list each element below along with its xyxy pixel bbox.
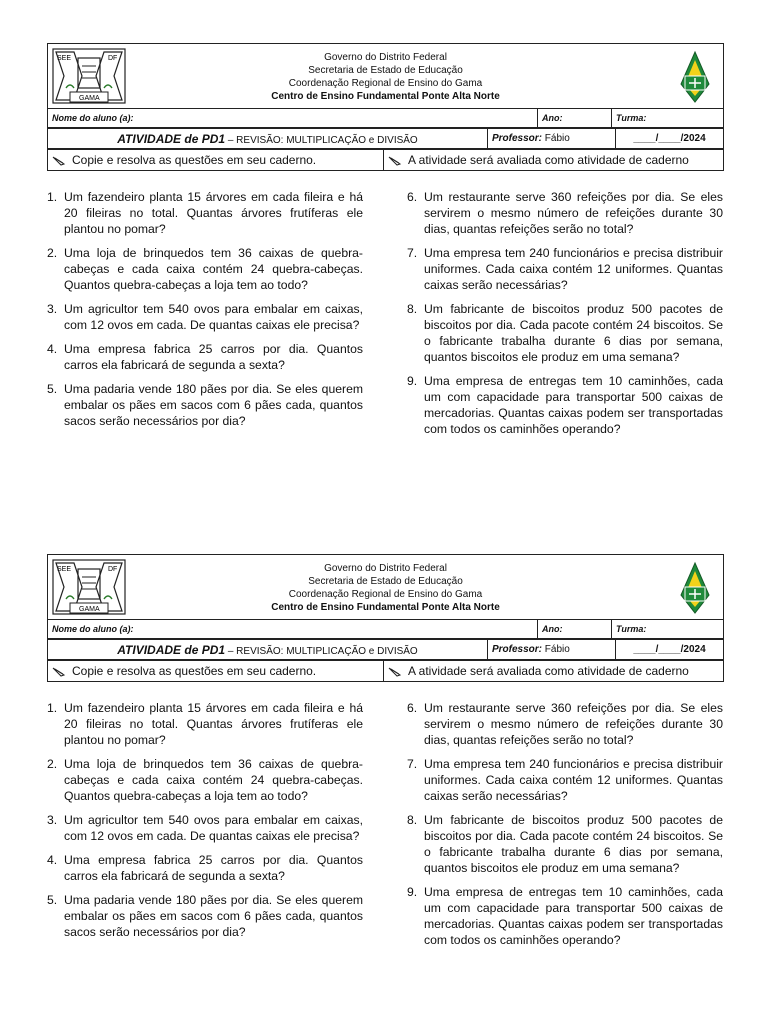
student-name-label: Nome do aluno (a):: [52, 623, 134, 634]
activity-subtitle: – REVISÃO: MULTIPLICAÇÃO e DIVISÃO: [225, 645, 418, 657]
instruction-left: Copie e resolva as questões em seu caderno.: [72, 153, 317, 167]
question-4: 4. Uma empresa fabrica 25 carros por dia. Quantos carros ela fabricará de segunda a sexta?: [47, 853, 363, 883]
instruction-left: Copie e resolva as questões em seu caderno.: [72, 664, 317, 678]
question-7: 7. Uma empresa tem 240 funcionários e precisa distribuir uniformes. Cada caixa contém 12 uniformes. Quantas caixas serão necessárias?: [407, 246, 723, 292]
sheet-header: [47, 554, 723, 684]
questions-column-right: [407, 700, 723, 956]
student-name-cell[interactable]: [48, 620, 538, 639]
instruction-left-cell: [48, 150, 384, 171]
activity-title-cell: [48, 640, 488, 660]
class-cell[interactable]: [612, 109, 724, 128]
logo-text-see: SEE: [57, 566, 72, 573]
instruction-right: A atividade será avaliada como atividade de caderno: [408, 153, 689, 167]
question-2: 2. Uma loja de brinquedos tem 36 caixas de quebra-cabeças e cada caixa contém 24 quebra-cabeças. Quantos quebra-cabeças a loja tem ao todo?: [47, 246, 363, 292]
institution-block: [48, 51, 723, 103]
professor-cell: [488, 129, 616, 149]
question-6: 6. Um restaurante serve 360 refeições por dia. Se eles servirem o mesmo número de refeições durante 30 dias, quantas refeições serão no total?: [407, 701, 723, 747]
professor-name: Fábio: [542, 644, 570, 655]
pencil-icon: [388, 667, 402, 677]
professor-label: Professor:: [492, 644, 543, 655]
question-5: 5. Uma padaria vende 180 pães por dia. Se eles querem embalar os pães em sacos com 6 pães cada, quantos sacos serão necessários por dia?: [47, 382, 363, 428]
question-5: 5. Uma padaria vende 180 pães por dia. Se eles querem embalar os pães em sacos com 6 pães cada, quantos sacos serão necessários por dia?: [47, 893, 363, 939]
question-6: 6. Um restaurante serve 360 refeições por dia. Se eles servirem o mesmo número de refeições durante 30 dias, quantas refeições serão no total?: [407, 190, 723, 236]
question-7: 7. Uma empresa tem 240 funcionários e precisa distribuir uniformes. Cada caixa contém 12 uniformes. Quantas caixas serão necessárias?: [407, 757, 723, 803]
question-8: 8. Um fabricante de biscoitos produz 500 pacotes de biscoitos por dia. Cada pacote contém 24 biscoitos. Se o fabricante trabalha durante 6 dias por semana, quantos biscoitos ele produz em uma semana?: [407, 813, 723, 875]
date-field: ____/____/2024: [633, 133, 706, 144]
question-9: 9. Uma empresa de entregas tem 10 caminhões, cada um com capacidade para transportar 500 caixas de mercadorias. Quantas caixas podem ser transportadas com todos os caminhões operando?: [407, 374, 723, 436]
year-label: Ano:: [542, 112, 563, 123]
institution-line-1: Governo do Distrito Federal: [324, 563, 447, 574]
instruction-right-cell: [384, 661, 724, 682]
question-1: 1. Um fazendeiro planta 15 árvores em cada fileira e há 20 fileiras no total. Quantas árvores frutíferas ele plantou no pomar?: [47, 190, 363, 236]
institution-block: [48, 562, 723, 614]
question-1: 1. Um fazendeiro planta 15 árvores em cada fileira e há 20 fileiras no total. Quantas árvores frutíferas ele plantou no pomar?: [47, 701, 363, 747]
date-field: ____/____/2024: [633, 644, 706, 655]
logo-text-gama: GAMA: [79, 95, 100, 102]
header-top: [48, 44, 724, 109]
questions-column-left: [47, 700, 363, 948]
class-cell[interactable]: [612, 620, 724, 639]
institution-line-2: Secretaria de Estado de Educação: [308, 576, 463, 587]
institution-line-3: Coordenação Regional de Ensino do Gama: [288, 78, 483, 89]
class-label: Turma:: [616, 112, 647, 123]
class-label: Turma:: [616, 623, 647, 634]
year-cell[interactable]: [538, 109, 612, 128]
header-top: [48, 555, 724, 620]
question-2: 2. Uma loja de brinquedos tem 36 caixas de quebra-cabeças e cada caixa contém 24 quebra-cabeças. Quantos quebra-cabeças a loja tem ao todo?: [47, 757, 363, 803]
logo-text-see: SEE: [57, 55, 72, 62]
date-cell[interactable]: [616, 640, 724, 660]
pencil-icon: [52, 667, 66, 677]
institution-line-4: Centro de Ensino Fundamental Ponte Alta Norte: [271, 91, 500, 102]
questions-column-right: [407, 189, 723, 445]
activity-sheet-top: [0, 0, 768, 450]
activity-sheet-bottom: [0, 511, 768, 961]
activity-title: ATIVIDADE de PD1: [117, 131, 226, 146]
pencil-icon: [388, 156, 402, 166]
question-9: 9. Uma empresa de entregas tem 10 caminhões, cada um com capacidade para transportar 500 caixas de mercadorias. Quantas caixas podem ser transportadas com todos os caminhões operando?: [407, 885, 723, 947]
instruction-right-cell: [384, 150, 724, 171]
df-flag-logo: [675, 561, 715, 615]
instruction-right: A atividade será avaliada como atividade de caderno: [408, 664, 689, 678]
professor-label: Professor:: [492, 133, 543, 144]
question-4: 4. Uma empresa fabrica 25 carros por dia. Quantos carros ela fabricará de segunda a sexta?: [47, 342, 363, 372]
institution-line-4: Centro de Ensino Fundamental Ponte Alta Norte: [271, 602, 500, 613]
date-cell[interactable]: [616, 129, 724, 149]
logo-text-df: DF: [108, 55, 118, 62]
activity-subtitle: – REVISÃO: MULTIPLICAÇÃO e DIVISÃO: [225, 134, 418, 146]
student-name-label: Nome do aluno (a):: [52, 112, 134, 123]
instruction-left-cell: [48, 661, 384, 682]
logo-text-df: DF: [108, 566, 118, 573]
sheet-header: [47, 43, 723, 173]
year-label: Ano:: [542, 623, 563, 634]
student-name-cell[interactable]: [48, 109, 538, 128]
activity-title: ATIVIDADE de PD1: [117, 642, 226, 657]
pencil-icon: [52, 156, 66, 166]
activity-title-cell: [48, 129, 488, 149]
questions-column-left: [47, 189, 363, 437]
institution-line-2: Secretaria de Estado de Educação: [308, 65, 463, 76]
year-cell[interactable]: [538, 620, 612, 639]
question-3: 3. Um agricultor tem 540 ovos para embalar em caixas, com 12 ovos em cada. De quantas caixas ele precisa?: [47, 302, 363, 332]
professor-cell: [488, 640, 616, 660]
institution-line-3: Coordenação Regional de Ensino do Gama: [288, 589, 483, 600]
df-flag-logo: [675, 50, 715, 104]
professor-name: Fábio: [542, 133, 570, 144]
logo-text-gama: GAMA: [79, 606, 100, 613]
institution-line-1: Governo do Distrito Federal: [324, 52, 447, 63]
question-3: 3. Um agricultor tem 540 ovos para embalar em caixas, com 12 ovos em cada. De quantas caixas ele precisa?: [47, 813, 363, 843]
question-8: 8. Um fabricante de biscoitos produz 500 pacotes de biscoitos por dia. Cada pacote contém 24 biscoitos. Se o fabricante trabalha durante 6 dias por semana, quantos biscoitos ele produz em uma semana?: [407, 302, 723, 364]
